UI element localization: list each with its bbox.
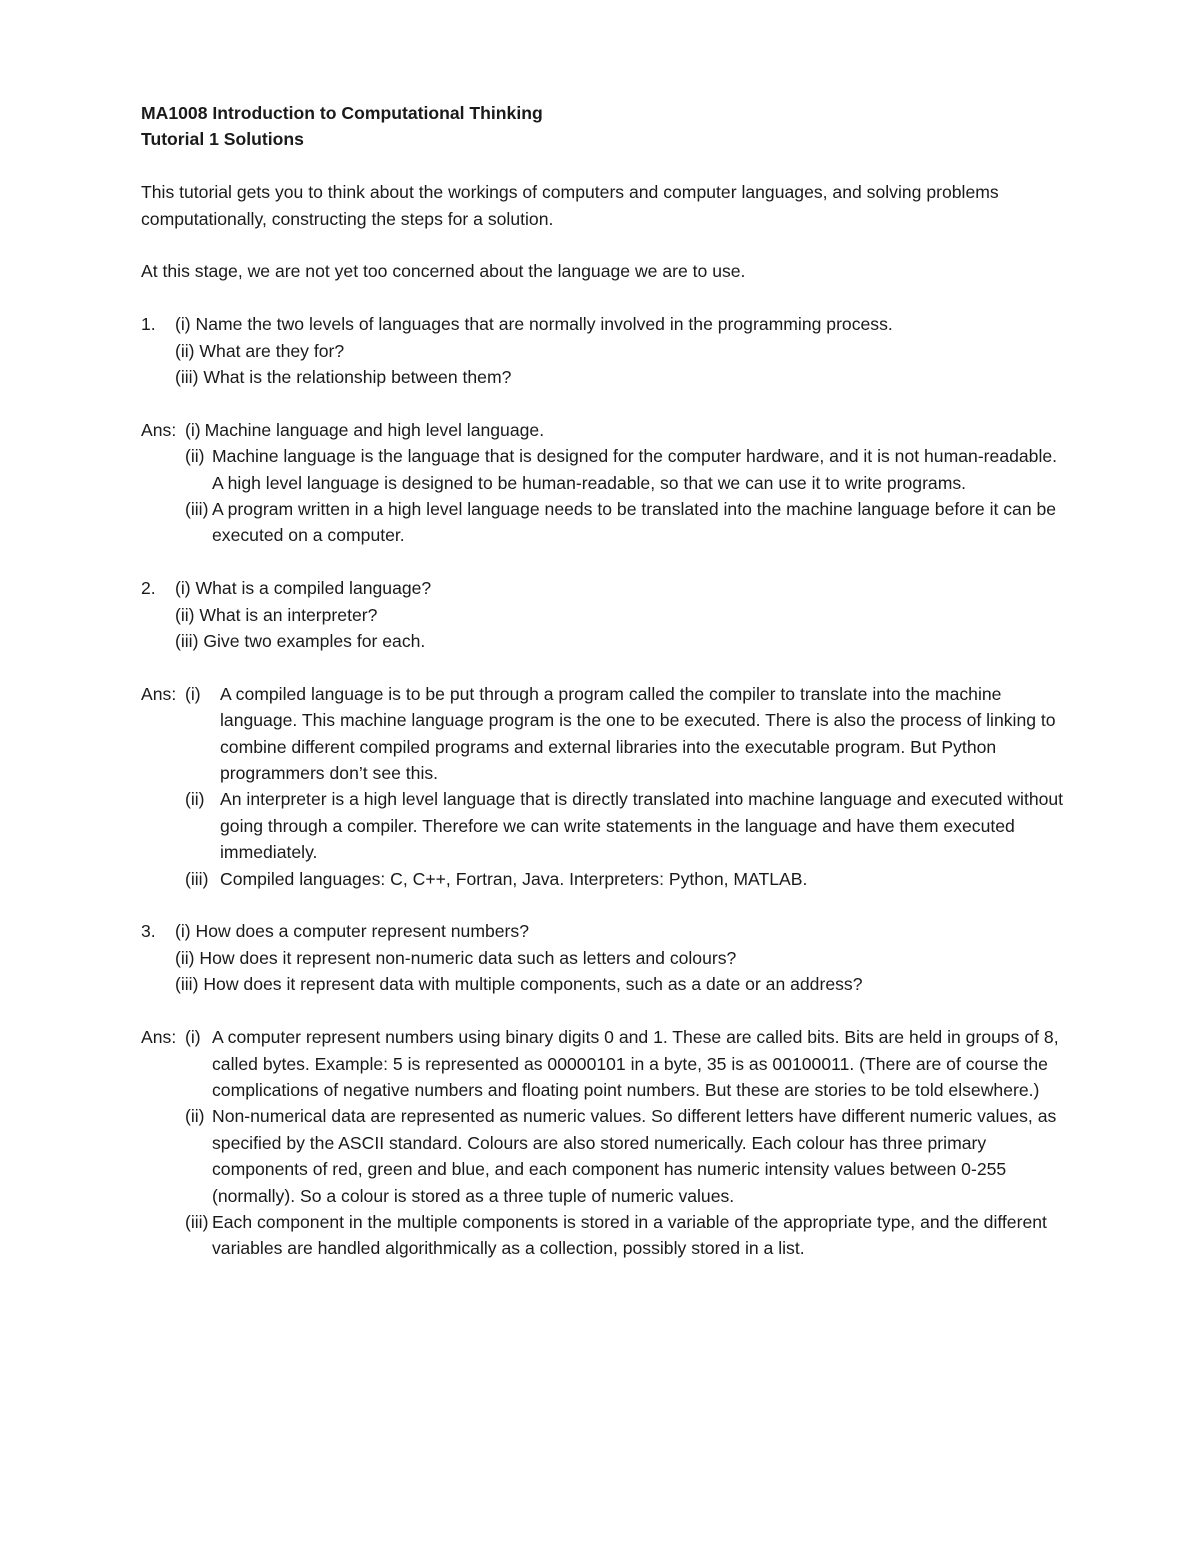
answer-part-label: (i) bbox=[185, 419, 201, 440]
question-part: (ii) How does it represent non-numeric data such as letters and colours? bbox=[175, 947, 737, 968]
answer-part-text: A compiled language is to be put through a program called the compiler to translate into the machine language. This machine language program is the one to be executed. There is also the process of linking to combine different compiled programs and external libraries into the executable program. But Python programmers don’t see this. bbox=[220, 683, 1056, 784]
answer-part-label: (ii) bbox=[185, 789, 205, 810]
question-part: (i) Name the two levels of languages that are normally involved in the programming process. bbox=[175, 314, 893, 335]
document-page bbox=[141, 100, 1081, 1262]
answer-part-text: Compiled languages: C, C++, Fortran, Java. Interpreters: Python, MATLAB. bbox=[220, 868, 808, 889]
answer-part-label: (ii) bbox=[185, 1106, 205, 1127]
question-3 bbox=[141, 918, 1081, 997]
answer-label: Ans: bbox=[141, 683, 177, 704]
question-number: 1. bbox=[141, 314, 156, 335]
tutorial-subtitle: Tutorial 1 Solutions bbox=[141, 129, 304, 150]
question-part: (iii) What is the relationship between them? bbox=[175, 367, 512, 388]
answer-1 bbox=[141, 417, 1081, 549]
question-1 bbox=[141, 311, 1081, 390]
question-number: 3. bbox=[141, 921, 156, 942]
course-title: MA1008 Introduction to Computational Thinking bbox=[141, 103, 543, 123]
answer-part-text: A computer represent numbers using binary digits 0 and 1. These are called bits. Bits are held in groups of 8, called bytes. Example: 5 is represented as 00000101 in a byte, 35 is as 00100011. (There are of course the complications of negative numbers and floating point numbers. But these are stories to be told elsewhere.) bbox=[212, 1027, 1059, 1100]
answer-part-label: (iii) bbox=[185, 499, 209, 520]
question-part: (iii) How does it represent data with multiple components, such as a date or an address? bbox=[175, 974, 863, 995]
answer-part-label: (iii) bbox=[185, 1211, 209, 1232]
intro-note: At this stage, we are not yet too concerned about the language we are to use. bbox=[141, 261, 746, 282]
answer-part-label: (i) bbox=[185, 683, 201, 704]
answer-2 bbox=[141, 681, 1081, 892]
answer-part-label: (ii) bbox=[185, 446, 205, 467]
question-part: (ii) What are they for? bbox=[175, 340, 345, 361]
question-2 bbox=[141, 575, 1081, 654]
answer-3 bbox=[141, 1024, 1081, 1262]
answer-part-label: (i) bbox=[185, 1027, 201, 1048]
answer-part-label: (iii) bbox=[185, 868, 209, 889]
question-part: (i) How does a computer represent numbers? bbox=[175, 921, 529, 942]
answer-part-text: Non-numerical data are represented as numeric values. So different letters have different numeric values, as specified by the ASCII standard. Colours are also stored numerically. Each colour has three primary components of red, green and blue, and each component has numeric intensity values between 0-255 (normally). So a colour is stored as a three tuple of numeric values. bbox=[212, 1106, 1057, 1206]
question-part: (ii) What is an interpreter? bbox=[175, 604, 378, 625]
question-part: (iii) Give two examples for each. bbox=[175, 631, 426, 652]
question-number: 2. bbox=[141, 578, 156, 599]
question-part: (i) What is a compiled language? bbox=[175, 578, 432, 599]
answer-part-text: Machine language and high level language. bbox=[204, 419, 545, 440]
answer-part-text: Each component in the multiple components is stored in a variable of the appropriate type, and the different variables are handled algorithmically as a collection, possibly stored in a list. bbox=[212, 1211, 1047, 1259]
answer-part-text: A program written in a high level language needs to be translated into the machine language before it can be executed on a computer. bbox=[212, 499, 1057, 546]
intro-paragraph: This tutorial gets you to think about the workings of computers and computer languages, and solving problems computationally, constructing the steps for a solution. bbox=[141, 182, 999, 229]
answer-part-text: An interpreter is a high level language that is directly translated into machine language and executed without going through a compiler. Therefore we can write statements in the language and have them executed immediately. bbox=[220, 789, 1064, 863]
answer-label: Ans: bbox=[141, 419, 177, 440]
answer-label: Ans: bbox=[141, 1027, 177, 1048]
answer-part-text: Machine language is the language that is designed for the computer hardware, and it is not human-readable. A high level language is designed to be human-readable, so that we can use it to write programs. bbox=[212, 446, 1058, 493]
